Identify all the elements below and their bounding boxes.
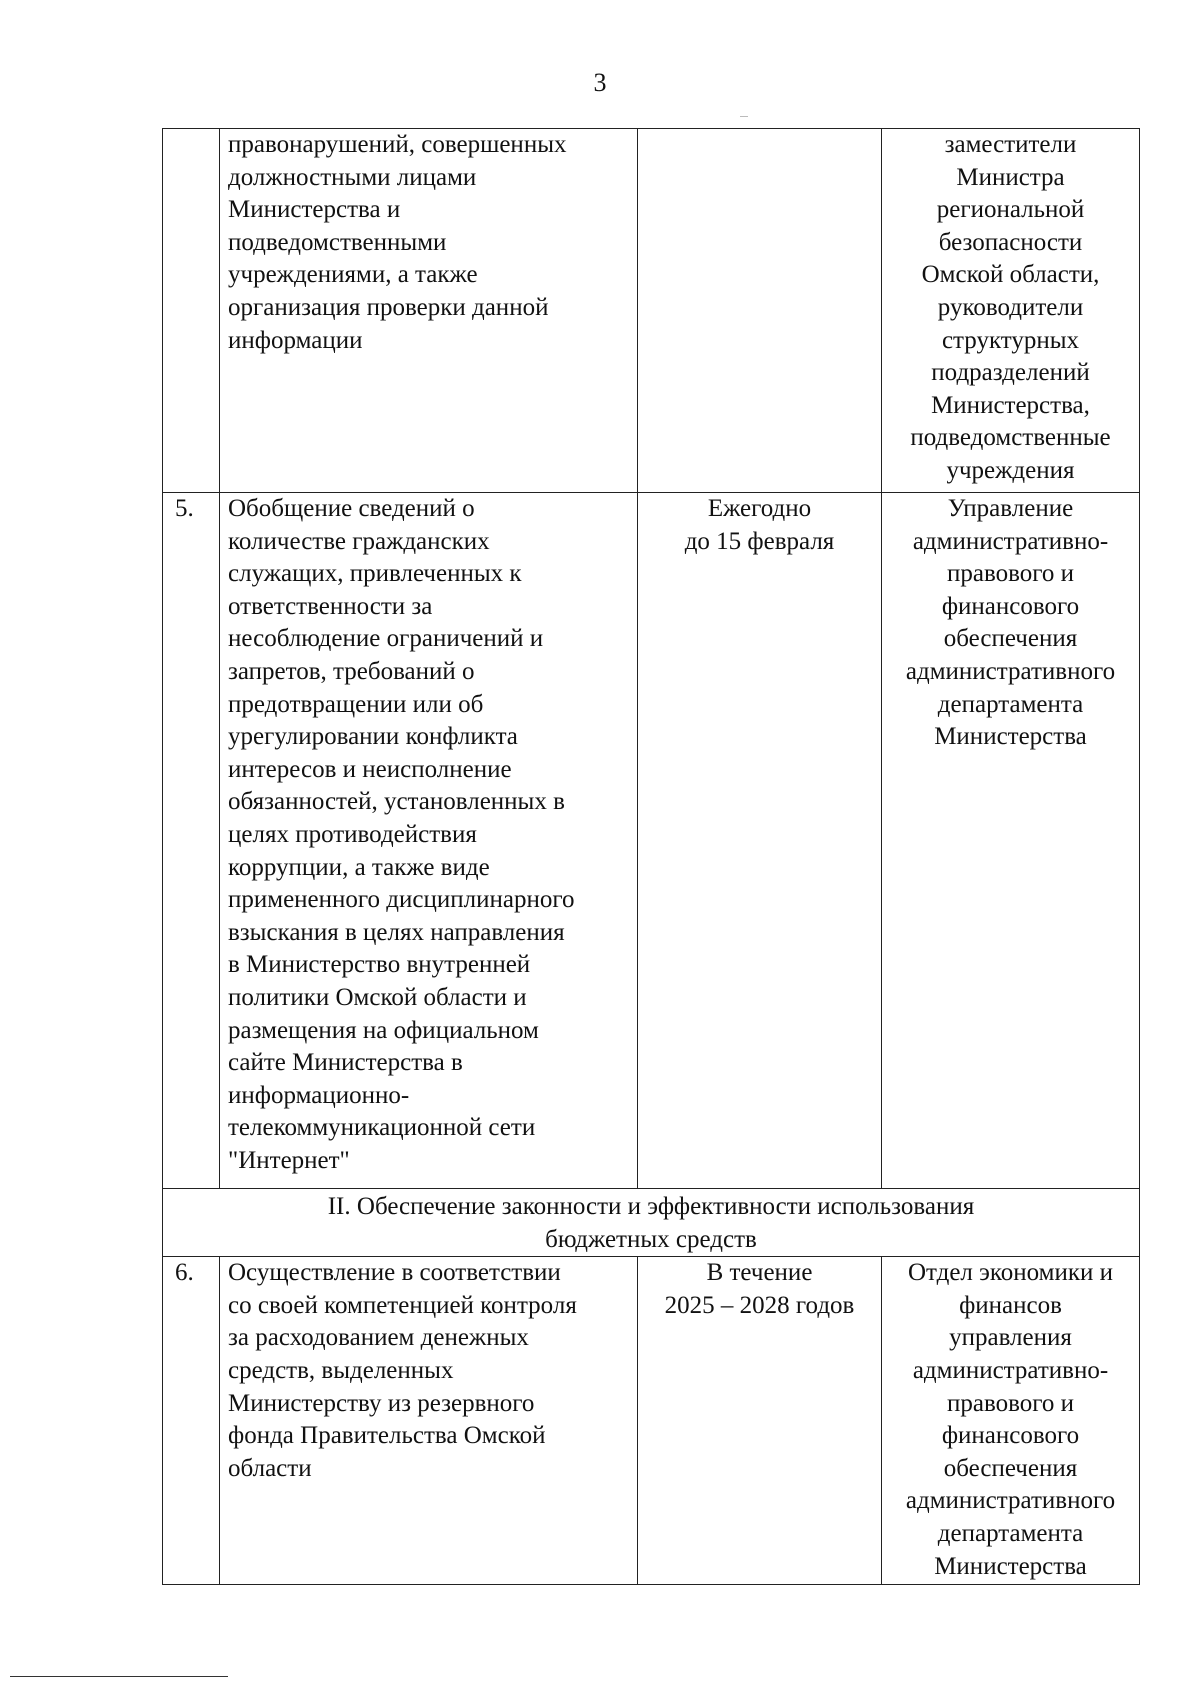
responsible-text: Управление административно- правового и финансового обеспечения административного департамента Министерства — [882, 493, 1140, 1189]
responsible-text: Отдел экономики и финансов управления административно- правового и финансового обеспечения административного департамента Министерства — [882, 1257, 1140, 1585]
section-heading: II. Обеспечение законности и эффективности использования бюджетных средств — [163, 1189, 1140, 1257]
measure-text: правонарушений, совершенных должностными лицами Министерства и подведомственными учреждениями, а также организация проверки данной информации — [220, 129, 638, 493]
row-number: 5. — [163, 493, 220, 1189]
measure-text: Обобщение сведений о количестве гражданских служащих, привлеченных к ответственности за несоблюдение ограничений и запретов, требований о предотвращении или об урегулировании конфликта интересов и неисполнение обязанностей, установленных в целях противодействия коррупции, а также виде примененного дисциплинарного взыскания в целях направления в Министерство внутренней политики Омской области и размещения на официальном сайте Министерства в информационно- телекоммуникационной сети "Интернет" — [220, 493, 638, 1189]
table-row — [163, 493, 1140, 1189]
responsible-text: заместители Министра региональной безопасности Омской области, руководители структурных подразделений Министерства, подведомственные учреждения — [882, 129, 1140, 493]
deadline-text — [638, 129, 882, 493]
row-number: 6. — [163, 1257, 220, 1585]
section-row — [163, 1189, 1140, 1257]
measure-text: Осуществление в соответствии со своей компетенцией контроля за расходованием денежных средств, выделенных Министерству из резервного фонда Правительства Омской области — [220, 1257, 638, 1585]
row-number — [163, 129, 220, 493]
deadline-text: В течение 2025 – 2028 годов — [638, 1257, 882, 1585]
page-number: 3 — [593, 68, 607, 97]
table-row — [163, 129, 1140, 493]
deadline-text: Ежегодно до 15 февраля — [638, 493, 882, 1189]
footnote-rule — [10, 1676, 228, 1677]
scan-mark — [740, 116, 748, 117]
measures-table — [162, 128, 1140, 1585]
table-row — [163, 1257, 1140, 1585]
